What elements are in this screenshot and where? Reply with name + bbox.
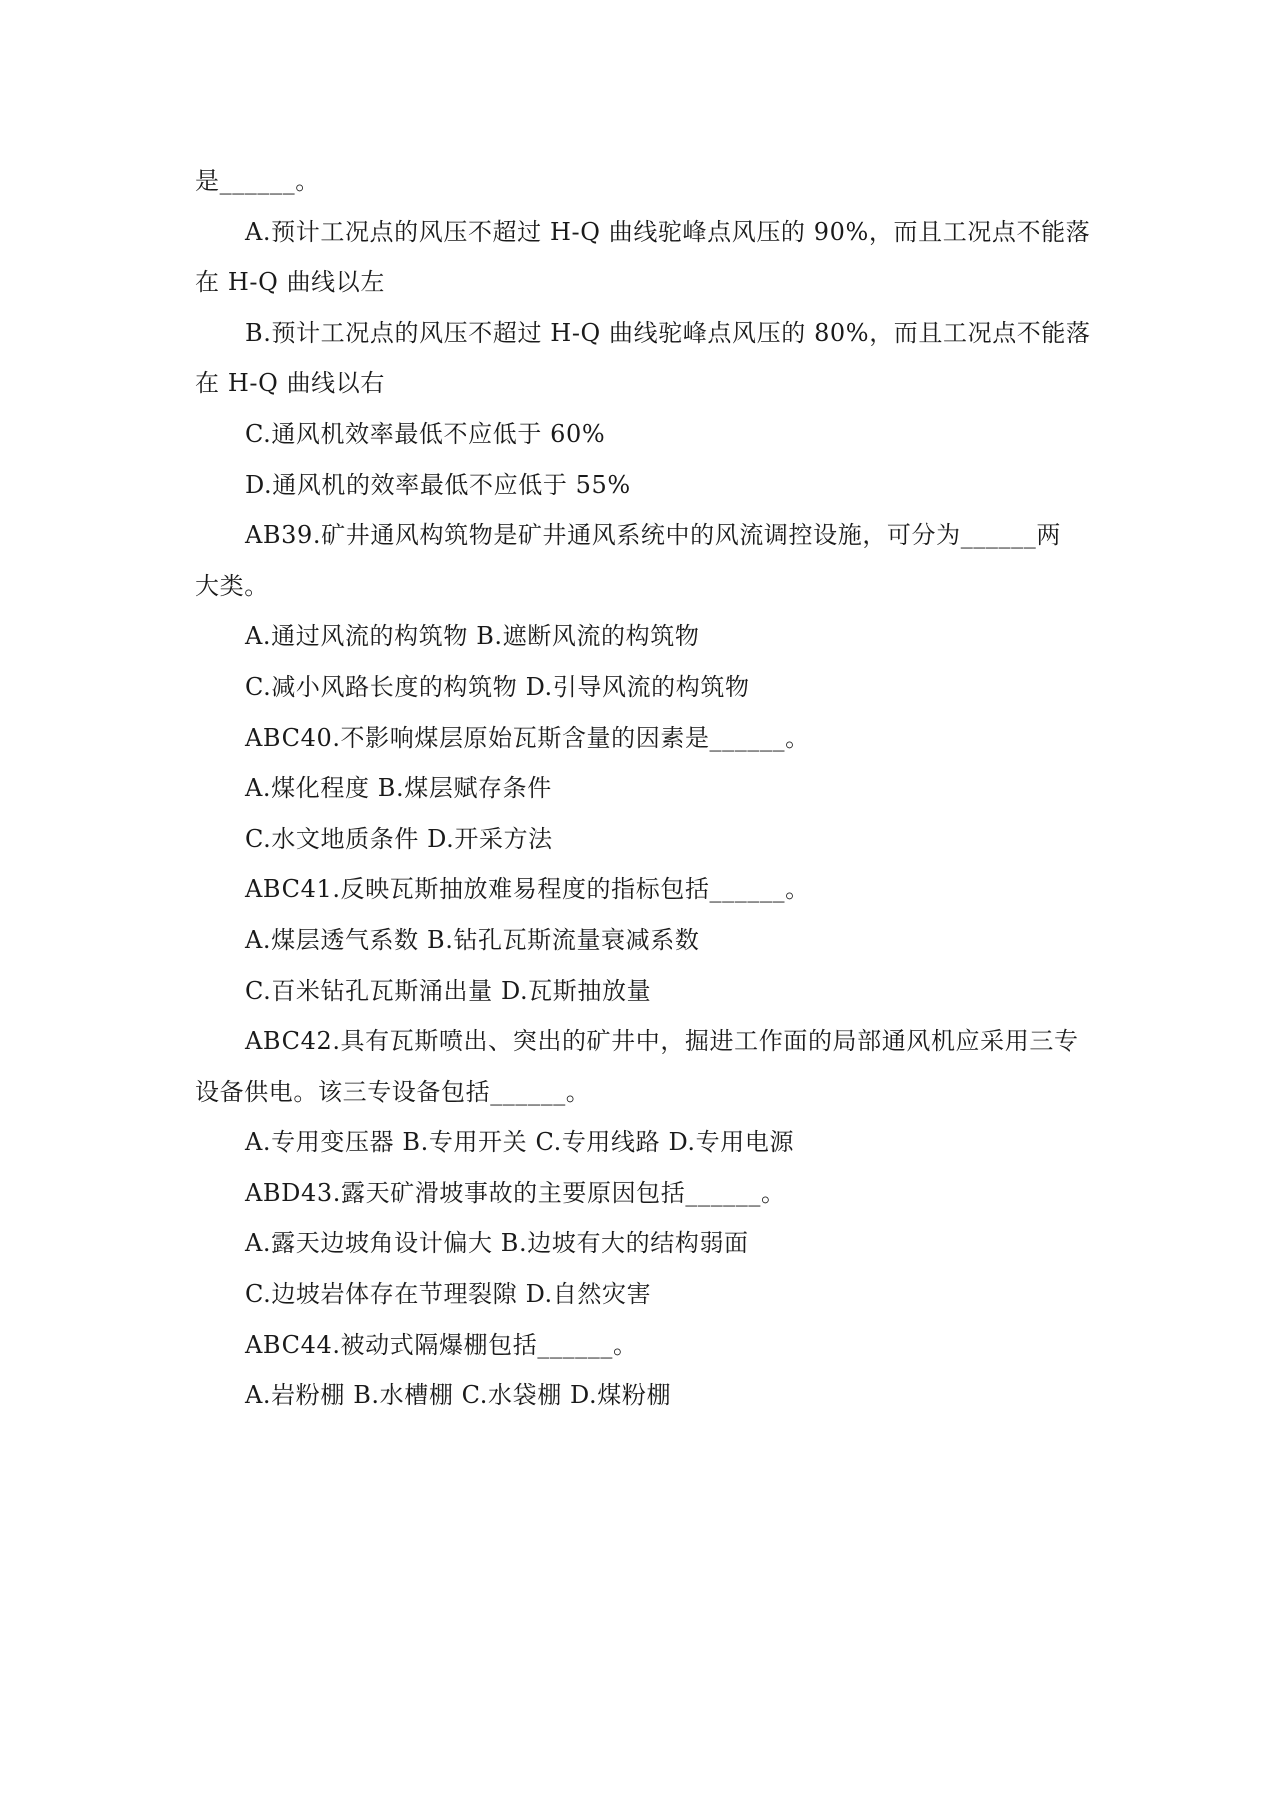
text-line: 大类。 [195,571,269,600]
option-line: C.减小风路长度的构筑物 D.引导风流的构筑物 [245,672,750,701]
question-line: AB39.矿井通风构筑物是矿井通风系统中的风流调控设施，可分为______两 [245,521,1061,550]
option-line: C.通风机效率最低不应低于 60% [245,419,606,448]
option-line: A.岩粉棚 B.水槽棚 C.水袋棚 D.煤粉棚 [245,1381,672,1410]
text-line: 设备供电。该三专设备包括______。 [195,1077,591,1106]
option-line: A.专用变压器 B.专用开关 C.专用线路 D.专用电源 [245,1128,795,1157]
question-line: ABC42.具有瓦斯喷出、突出的矿井中，掘进工作面的局部通风机应采用三专 [245,1027,1079,1056]
text-line: 是______。 [195,167,320,195]
option-line: C.百米钻孔瓦斯涌出量 D.瓦斯抽放量 [245,976,652,1005]
question-line: ABD43.露天矿滑坡事故的主要原因包括______。 [245,1178,786,1207]
option-line: A.露天边坡角设计偏大 B.边坡有大的结构弱面 [245,1229,749,1258]
text-line: 在 H-Q 曲线以左 [195,268,385,297]
question-line: ABC40.不影响煤层原始瓦斯含量的因素是______。 [245,723,810,752]
question-line: ABC44.被动式隔爆棚包括______。 [245,1330,638,1359]
option-line: D.通风机的效率最低不应低于 55% [245,470,631,499]
question-line: ABC41.反映瓦斯抽放难易程度的指标包括______。 [245,875,810,904]
option-line: C.水文地质条件 D.开采方法 [245,824,553,853]
option-line: A.煤层透气系数 B.钻孔瓦斯流量衰减系数 [245,925,700,954]
option-line: A.预计工况点的风压不超过 H-Q 曲线驼峰点风压的 90%，而且工况点不能落 [245,217,1091,246]
text-line: 在 H-Q 曲线以右 [195,369,385,398]
option-line: A.煤化程度 B.煤层赋存条件 [245,774,552,803]
option-line: B.预计工况点的风压不超过 H-Q 曲线驼峰点风压的 80%，而且工况点不能落 [245,318,1091,347]
option-line: A.通过风流的构筑物 B.遮断风流的构筑物 [245,622,700,651]
option-line: C.边坡岩体存在节理裂隙 D.自然灾害 [245,1280,652,1309]
document-body [195,156,1095,1421]
